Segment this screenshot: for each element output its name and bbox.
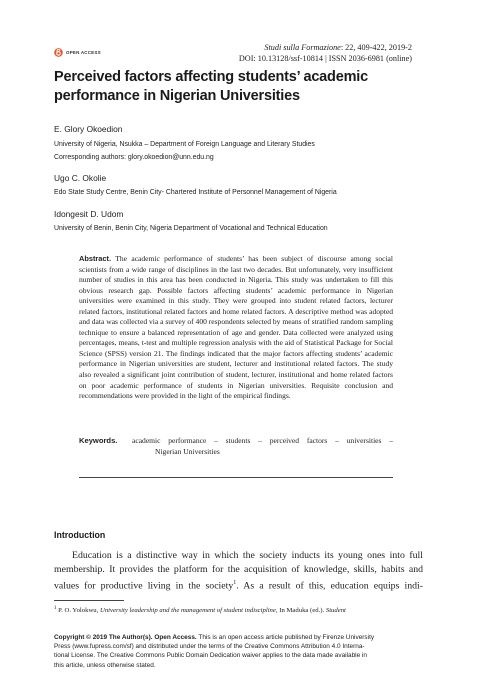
open-access-icon (54, 48, 63, 57)
footnote-title: University leadership and the management of student indiscipline (99, 607, 276, 615)
footnote-divider (54, 600, 124, 601)
author-affiliation-3: University of Benin, Benin City, Nigeria Department of Vocational and Technical Education (54, 225, 328, 232)
copyright-line-3: tional License. The Creative Commons Public Domain Dedication waiver applies to the data made available in (54, 652, 367, 660)
body-line-3 (54, 577, 423, 593)
journal-issue: : 22, 409-422, 2019-2 (340, 43, 412, 52)
body-line-2: membership. It provides the platform for the acquisition of knowledge, skills, habits and (54, 563, 423, 575)
footnote-tail: Student (325, 607, 346, 615)
author-affiliation-1: University of Nigeria, Nsukka – Department of Foreign Language and Literary Studies (54, 141, 315, 148)
footnote-marker: 1 (54, 606, 57, 611)
body-line-3-tail: . As a result of this, education equips indi- (236, 580, 423, 592)
author-affiliation-2: Edo State Study Centre, Benin City- Chartered Institute of Personnel Management of Nigeria (54, 189, 337, 196)
introduction-heading: Introduction (54, 530, 106, 540)
body-line-3-text: values for productive living in the society (54, 580, 234, 592)
body-line-1: Education is a distinctive way in which the society inducts its young ones into full (72, 550, 423, 561)
copyright-line-2: Press (www.fupress.com/sf) and distributed under the terms of the Creative Commons Attribution 4.0 Interna- (54, 643, 365, 651)
abstract-text: The academic performance of students’ has been subject of discourse among social scientists from a wide range of disciplines in the last two decades. But unfortunately, very insufficient number of studies in this area has been conducted in Nigeria. This study was undertaken to fill this obvious research gap. Possible factors affecting students’ academic performance in Nigerian universities were examined in this study. They were grouped into student related factors, lecturer related factors, institutional related factors and home related factors. A descriptive method was adopted and data was collected via a survey of 400 respondents selected by means of stratified random sampling technique to ensure a balanced representation of age and gender. Data collected were analyzed using percentages, means, t-test and multiple regression analysis with the aid of Statistical Package for Social Science (SPSS) version 21. The findings indicated that the major factors affecting students’ academic performance in Nigerian universities are student, lecturer and institutional related factors. The study also revealed a significant joint contribution of student, lecturer, institutional and home related factors on poor academic performance of students in Nigerian universities. Requisite conclusion and recommendations were provided in the light of the empirical findings. (79, 254, 393, 401)
paper-title (54, 68, 384, 106)
doi-issn: DOI: 10.13128/ssf-10814 | ISSN 2036-6981 (online) (238, 54, 412, 63)
journal-citation (239, 42, 412, 64)
author-name-2: Ugo C. Okolie (54, 173, 107, 183)
open-access-badge (54, 48, 101, 57)
footnote-text-end: , In Maduka (ed.). (275, 607, 326, 615)
copyright-line-4: this article, unless otherwise stated. (54, 661, 156, 669)
corresponding-author: Corresponding authors: glory.okoedion@unn.edu.ng (54, 154, 214, 161)
title-line-2: performance in Nigerian Universities (54, 88, 300, 104)
journal-name: Studi sulla Formazione (264, 43, 341, 52)
copyright-notice (54, 633, 426, 670)
copyright-bold: Copyright © 2019 The Author(s). Open Access. (54, 634, 197, 641)
keywords-line-2: Nigerian Universities (155, 446, 220, 456)
keywords-label: Keywords. (79, 436, 118, 445)
footnote-text-start: P. O. Yolokwu, (58, 607, 100, 615)
copyright-line-1 (54, 633, 426, 642)
title-line-1: Perceived factors affecting students’ academic (54, 69, 368, 85)
abstract-divider (79, 477, 393, 478)
open-access-label: OPEN ACCESS (66, 50, 101, 55)
footnote (54, 604, 423, 615)
abstract (79, 254, 393, 402)
introduction-body (54, 549, 423, 593)
keywords-line-1: academic performance – students – perceived factors – universities – (132, 436, 393, 445)
author-name-1: E. Glory Okoedion (54, 124, 123, 134)
copyright-text-1: This is an open access article published by Firenze University (198, 634, 375, 641)
footnote-reference[interactable]: 1 (233, 579, 237, 586)
abstract-label: Abstract. (79, 254, 112, 263)
author-name-3: Idongesit D. Udom (54, 209, 124, 219)
